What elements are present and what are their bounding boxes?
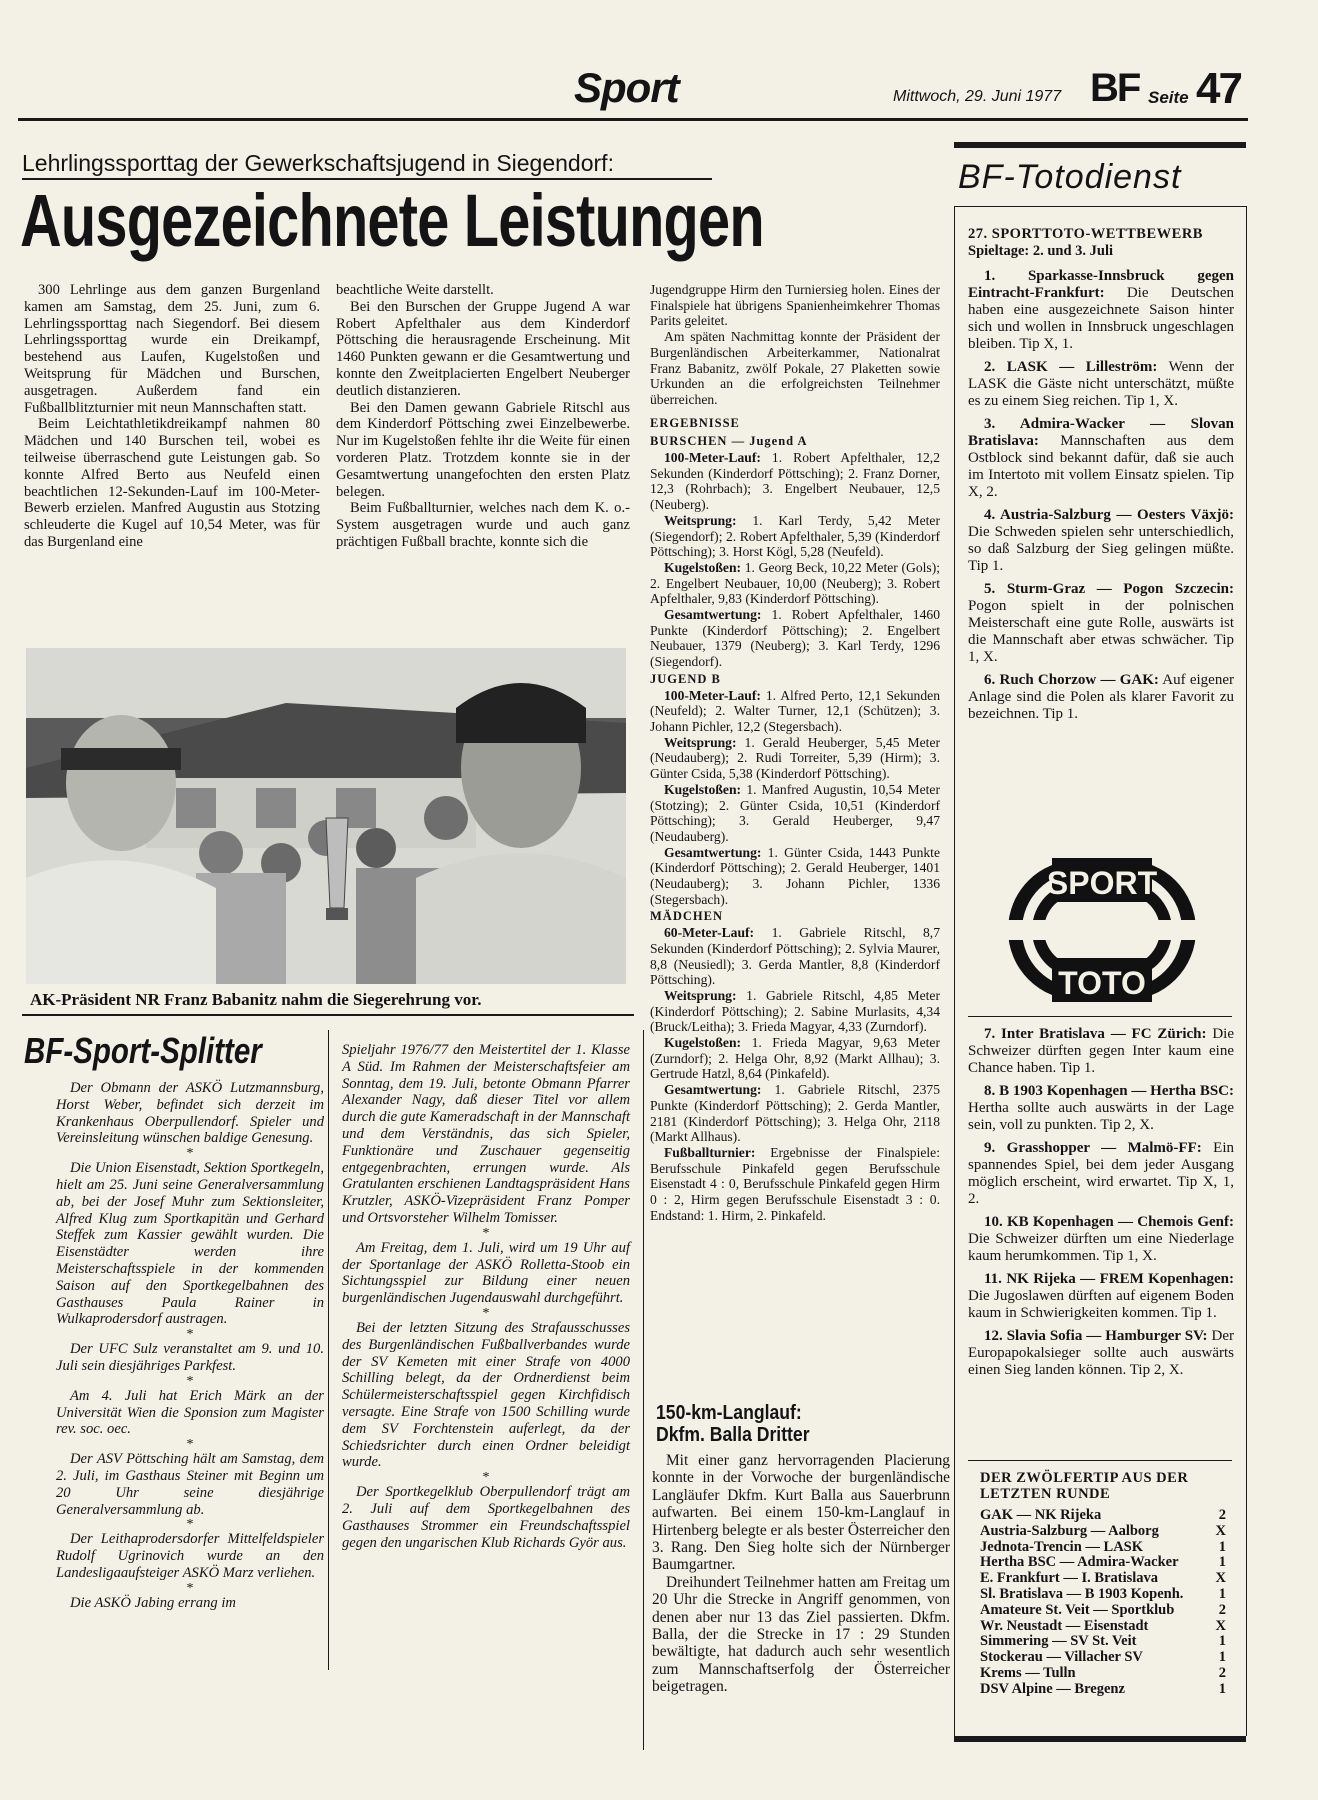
separator-star: * xyxy=(186,1580,194,1596)
zwoelfer-results xyxy=(980,1508,1226,1698)
separator-star: * xyxy=(186,1327,194,1343)
paragraph: Bei den Burschen der Gruppe Jugend A war Robert Apfelthaler aus dem Kinderdorf Pöttsching die herausragende Erscheinung. Mit 1460 Punkten gewann er die Gesamtwertung und konnte den Zweitplacierten Engelbert Neuberger deutlich distanzieren. xyxy=(336,298,630,399)
toto-match: 7. Inter Bratislava — FC Zürich: xyxy=(984,1026,1207,1042)
langlauf-body xyxy=(652,1452,950,1696)
result-discipline: Kugelstoßen: xyxy=(664,559,742,575)
toto-tip-text: Der Europapokalsieger sollte auch auswärts einen Sieg landen können. Tip 2, X. xyxy=(968,1328,1234,1378)
result-match: Wr. Neustadt — Eisenstadt xyxy=(980,1617,1149,1634)
result-tip: 2 xyxy=(1218,1601,1226,1618)
toto-tip xyxy=(968,1026,1234,1077)
separator-star: * xyxy=(186,1373,194,1389)
result-tip: 1 xyxy=(1218,1554,1226,1571)
result-row xyxy=(980,1634,1226,1650)
paragraph: Beim Fußballturnier, welches nach dem K. o.-System ausgetragen wurde und auch ganz prächtigen Fußball brachte, konnte sich die xyxy=(336,500,630,550)
toto-tip-text: Ein spannendes Spiel, bei dem jeder Ausgang möglich erscheint, wird erwartet. Tip X, 1, 2. xyxy=(968,1140,1234,1207)
toto-tip-text: Hertha sollte auch auswärts in der Lage sein, voll zu punkten. Tip 2, X. xyxy=(968,1100,1234,1133)
photo-illustration xyxy=(26,648,626,984)
paper-logo: BF xyxy=(1090,66,1140,110)
results-heading: ERGEBNISSE xyxy=(650,415,740,430)
result-text: 1. Gabriele Ritschl, 4,85 Meter (Kinderdorf Pöttsching); 2. Sabine Murlasits, 4,34 (Bruck/Leitha); 3. Frieda Magyar, 4,33 (Zurndorf). xyxy=(650,987,940,1035)
toto-frame-right xyxy=(1246,206,1247,1736)
paragraph: Mit einer ganz hervorragenden Placierung konnte in der Vorwoche der burgenländische Langläufer Dkfm. Kurt Balla aus Sauerbrunn aufwarten. Bei einem 150-km-Langlauf in Hirtenberg belegte er als bester Österreicher den 3. Rang. Den Sieg holte sich der Nürnberger Baumgartner. xyxy=(652,1452,950,1574)
results-group-heading: JUGEND B xyxy=(650,671,721,686)
column-divider xyxy=(643,1030,644,1750)
toto-tip xyxy=(968,1140,1234,1208)
toto-match: 9. Grasshopper — Malmö-FF: xyxy=(984,1140,1202,1156)
toto-tip-text: Die Jugoslawen dürften auf eigenem Boden kaum in Schwierigkeiten kommen. Tip 1. xyxy=(968,1288,1234,1321)
toto-tip xyxy=(968,268,1234,353)
result-entry xyxy=(650,925,940,988)
result-row xyxy=(980,1524,1226,1540)
logo-rule xyxy=(968,1016,1232,1017)
toto-tip-text: Wenn der LASK die Gäste nicht unterschätzt, müßte es zu einem Sieg reichen. Tip 1, X. xyxy=(968,359,1235,409)
result-entry xyxy=(650,1082,940,1145)
splitter-item: Am 4. Juli hat Erich Märk an der Universität Wien die Sponsion zum Magister rev. soc. oec. xyxy=(56,1387,324,1438)
result-tip: X xyxy=(1215,1570,1226,1587)
result-entry xyxy=(650,688,940,735)
toto-tips xyxy=(968,1026,1234,1379)
article-column-2 xyxy=(336,282,630,551)
result-row xyxy=(980,1508,1226,1524)
splitter-item: Der Leithaprodersdorfer Mittelfeldspieler Rudolf Ugrinovich wurde an den Landesligaaufsteiger ASKÖ Marz verliehen. xyxy=(56,1531,324,1581)
header-rule xyxy=(18,118,1248,121)
result-row xyxy=(980,1555,1226,1571)
page-number: 47 xyxy=(1196,64,1241,113)
result-tip: 1 xyxy=(1218,1538,1226,1555)
result-row xyxy=(980,1682,1226,1698)
result-entry xyxy=(650,607,940,670)
langlauf-headline xyxy=(656,1402,810,1446)
result-row xyxy=(980,1603,1226,1619)
toto-match: 6. Ruch Chorzow — GAK: xyxy=(984,672,1159,688)
result-text: 1. Robert Apfelthaler, 1460 Punkte (Kinderdorf Pöttsching); 2. Engelbert Neubauer, 1379 (Neuberg); 3. Karl Terdy, 1296 (Siegendorf). xyxy=(650,607,940,670)
result-match: DSV Alpine — Bregenz xyxy=(980,1680,1125,1697)
separator-star: * xyxy=(186,1437,194,1453)
result-entry xyxy=(650,513,940,560)
result-tip: X xyxy=(1215,1522,1226,1539)
result-discipline: Fußballturnier: xyxy=(664,1144,756,1160)
article-column-3 xyxy=(650,282,940,1223)
result-entry xyxy=(650,1145,940,1224)
result-row xyxy=(980,1650,1226,1666)
result-tip: X xyxy=(1215,1617,1226,1634)
paragraph: Jugendgruppe Hirm den Turniersieg holen. Eines der Finalspiele hat übrigens Spanienheimkehrer Thomas Parits geleitet. xyxy=(650,282,940,329)
results-list xyxy=(650,688,940,908)
langlauf-headline-1: 150-km-Langlauf: xyxy=(656,1402,802,1424)
toto-match: 12. Slavia Sofia — Hamburger SV: xyxy=(984,1328,1208,1344)
result-match: Stockerau — Villacher SV xyxy=(980,1649,1143,1666)
result-discipline: Kugelstoßen: xyxy=(664,1035,742,1051)
splitter-column-1 xyxy=(56,1080,324,1612)
zwoelfer-block xyxy=(980,1470,1226,1698)
separator-star: * xyxy=(186,1517,194,1533)
result-match: Krems — Tulln xyxy=(980,1664,1076,1681)
result-row xyxy=(980,1540,1226,1556)
toto-tip xyxy=(968,507,1234,575)
result-text: 1. Gabriele Ritschl, 2375 Punkte (Kinderdorf Pöttsching); 2. Gerda Mantler, 2181 (Kinderdorf Pöttsching); 3. Helga Ohr, 2118 (Markt Allhaus). xyxy=(650,1082,940,1145)
result-discipline: 60-Meter-Lauf: xyxy=(664,925,755,941)
toto-body-2 xyxy=(968,1026,1234,1385)
result-match: E. Frankfurt — I. Bratislava xyxy=(980,1570,1159,1587)
result-text: 1. Frieda Magyar, 9,63 Meter (Zurndorf); 2. Helga Ohr, 8,92 (Markt Allhau); 3. Gertrude Hatzl, 8,64 (Pinkafeld). xyxy=(650,1035,940,1082)
splitter-item: Der ASV Pöttsching hält am Samstag, dem 2. Juli, im Gasthaus Steiner mit Beginn um 20 Uhr seine diesjährige Generalversammlung ab. xyxy=(56,1451,324,1518)
result-tip: 1 xyxy=(1218,1649,1226,1666)
toto-match: 4. Austria-Salzburg — Oesters Växjö: xyxy=(984,507,1234,523)
result-text: 1. Georg Beck, 10,22 Meter (Gols); 2. Engelbert Neubauer, 10,00 (Neuberg); 3. Robert Apfelthaler, 9,83 (Kinderdorf Pöttsching). xyxy=(650,559,940,607)
splitter-column-2 xyxy=(342,1042,630,1551)
toto-body xyxy=(968,226,1234,729)
result-match: Simmering — SV St. Veit xyxy=(980,1633,1137,1650)
paragraph: beachtliche Weite darstellt. xyxy=(336,282,494,298)
paragraph: 300 Lehrlinge aus dem ganzen Burgenland kamen am Samstag, dem 25. Juni, zum 6. Lehrlingssporttag nach Siegendorf. Bei diesem Lehrlingssporttag wurde ein Dreikampf, bestehend aus Laufen, Kugelstoßen und Weitsprung für Mädchen und Burschen, ausgetragen. Außerdem fand ein Fußballblitzturnier mit neun Mannschaften statt. xyxy=(24,282,320,416)
toto-tip-text: Die Schweden spielen sehr unterschiedlich, so daß Salzburg der Sieg gelingen müßte. Tip 1. xyxy=(968,524,1234,574)
separator-star: * xyxy=(482,1470,490,1486)
toto-tip xyxy=(968,1271,1234,1322)
separator-star: * xyxy=(186,1146,194,1162)
article-column-1 xyxy=(24,282,320,551)
logo-text-bottom: TOTO xyxy=(1058,965,1146,1001)
result-discipline: Kugelstoßen: xyxy=(664,781,742,797)
result-text: 1. Günter Csida, 1443 Punkte (Kinderdorf Pöttsching); 2. Gerald Heuberger, 1401 (Neudauberg); 3. Johann Pichler, 1336 (Stegersbach). xyxy=(650,844,940,907)
result-text: 1. Alfred Perto, 12,1 Sekunden (Neufeld); 2. Walter Turner, 12,1 (Schützen); 3. Johann Pichler, 12,2 (Stegersbach). xyxy=(650,687,940,734)
article-headline: Ausgezeichnete Leistungen xyxy=(20,179,764,262)
result-match: Sl. Bratislava — B 1903 Kopenh. xyxy=(980,1585,1184,1602)
toto-intro: 27. SPORTTOTO-WETTBEWERB xyxy=(968,226,1203,242)
result-tip: 2 xyxy=(1218,1507,1226,1523)
toto-match: 2. LASK — Lilleström: xyxy=(984,359,1158,375)
issue-date: Mittwoch, 29. Juni 1977 xyxy=(893,88,1062,105)
separator-star: * xyxy=(482,1225,490,1241)
toto-dates: Spieltage: 2. und 3. Juli xyxy=(968,243,1114,259)
toto-match: 8. B 1903 Kopenhagen — Hertha BSC: xyxy=(984,1083,1234,1099)
toto-tip xyxy=(968,359,1234,410)
result-text: 1. Gabriele Ritschl, 8,7 Sekunden (Kinderdorf Pöttsching); 2. Sylvia Maurer, 8,8 (Neusiedl); 3. Gerda Mantler, 8,8 (Kinderdorf Pöttsching). xyxy=(650,925,940,988)
result-text: 1. Robert Apfelthaler, 12,2 Sekunden (Kinderdorf Pöttsching); 2. Franz Dorner, 12,3 (Rohrbach); 3. Engelbert Neubauer, 12,5 (Neuberg). xyxy=(650,450,940,513)
caption-rule xyxy=(22,1014,634,1016)
splitter-item: Der Obmann der ASKÖ Lutzmannsburg, Horst Weber, befindet sich derzeit im Krankenhaus Oberpullendorf. Spieler und Vereinsleitung wünschen baldige Genesung. xyxy=(56,1080,324,1147)
result-text: 1. Gerald Heuberger, 5,45 Meter (Neudauberg); 2. Rudi Torreiter, 5,39 (Hirm); 3. Günter Csida, 5,38 (Kinderdorf Pöttsching). xyxy=(650,734,940,782)
result-match: Jednota-Trencin — LASK xyxy=(980,1538,1144,1555)
result-row xyxy=(980,1666,1226,1682)
splitter-title: BF-Sport-Splitter xyxy=(24,1030,262,1071)
toto-top-rule xyxy=(954,142,1246,148)
zwoelfer-rule xyxy=(968,1460,1232,1461)
result-match: Hertha BSC — Admira-Wacker xyxy=(980,1554,1179,1571)
splitter-divider xyxy=(328,1030,329,1670)
result-discipline: 100-Meter-Lauf: xyxy=(664,450,761,466)
zwoelfer-title: DER ZWÖLFERTIP AUS DER LETZTEN RUNDE xyxy=(980,1470,1189,1502)
result-match: Austria-Salzburg — Aalborg xyxy=(980,1522,1159,1539)
result-tip: 2 xyxy=(1218,1664,1226,1681)
separator-star: * xyxy=(482,1305,490,1321)
results-group-heading: BURSCHEN — Jugend A xyxy=(650,434,808,449)
toto-tip xyxy=(968,1214,1234,1265)
toto-match: 11. NK Rijeka — FREM Kopenhagen: xyxy=(984,1271,1234,1287)
section-title: Sport xyxy=(574,64,679,111)
splitter-item: Spieljahr 1976/77 den Meistertitel der 1. Klasse A Süd. Im Rahmen der Meisterschaftsfeier am Sonntag, dem 19. Juli, betonte Obmann Pfarrer Alexander Nagy, daß dieser Titel vor allem durch die gute Kameradschaft in der Mannschaft und dem Verständnis, das sich Spieler, Funktionäre und Zuschauer gegenseitig entgegenbrachten, errungen wurde. Als Gratulanten erschienen Landtagspräsident Hans Krutzler, ASKÖ-Vizepräsident Franz Pomper und Ortsvorsteher Wilhelm Tomisser. xyxy=(342,1042,630,1226)
toto-frame-left xyxy=(954,206,955,1736)
result-entry xyxy=(650,560,940,607)
result-entry xyxy=(650,988,940,1035)
toto-bottom-rule xyxy=(954,1736,1246,1742)
toto-match: 3. Admira-Wacker — Slovan Bratislava: xyxy=(968,416,1234,449)
toto-tip-text: Pogon spielt in der polnischen Meisterschaft eine gute Rolle, auswärts ist die Mannschaft aber etwas schwächer. Tip 1, X. xyxy=(968,598,1234,665)
toto-tip-text: Auf eigener Anlage sind die Polen als klarer Favorit zu bezeichnen. Tip 1. xyxy=(968,672,1234,722)
toto-match: 1. Sparkasse-Innsbruck gegen Eintracht-Frankfurt: xyxy=(968,268,1234,301)
splitter-item: Bei der letzten Sitzung des Strafausschusses des Burgenländischen Fußballverbandes wurde der SV Kemeten mit einer Strafe von 4000 Schilling belegt, da der Ordnerdienst beim Schülermeisterschaftsspiel gegen Kirchfidisch versagte. Eine Strafe von 1500 Schilling wurde dem SV Forchtenstein auferlegt, da der Schiedsrichter durch einen Ordner beleidigt wurde. xyxy=(342,1319,630,1471)
result-match: GAK — NK Rijeka xyxy=(980,1507,1102,1523)
paragraph: Bei den Damen gewann Gabriele Ritschl aus dem Kinderdorf Pöttsching zwei Einzelbewerbe. Nur im Kugelstoßen fehlte ihr die Weite für einen vorderen Platz. Trotzdem konnte sie in der Gesamtwertung unangefochten den ersten Platz belegen. xyxy=(336,399,630,500)
result-discipline: Weitsprung: xyxy=(664,987,737,1003)
result-discipline: Weitsprung: xyxy=(664,734,737,750)
result-entry xyxy=(650,450,940,513)
toto-tip-text: Die Schweizer dürften um eine Niederlage kaum herumkommen. Tip 1, X. xyxy=(968,1231,1234,1264)
results-list xyxy=(650,925,940,1223)
toto-tip-text: Die Schweizer dürften gegen Inter kaum eine Chance haben. Tip 1. xyxy=(968,1026,1234,1076)
photo-caption: AK-Präsident NR Franz Babanitz nahm die Siegerehrung vor. xyxy=(30,990,482,1009)
result-discipline: Weitsprung: xyxy=(664,512,737,528)
result-row xyxy=(980,1587,1226,1603)
result-discipline: Gesamtwertung: xyxy=(664,607,762,623)
splitter-item: Der Sportkegelklub Oberpullendorf trägt am 2. Juli auf dem Sportkegelbahnen des Gasthauses Strommer ein Freundschaftsspiel gegen den ungarischen Klub Richards Györ aus. xyxy=(342,1484,630,1551)
toto-tip-text: Mannschaften aus dem Ostblock sind bekannt dafür, daß sie auch im Intertoto mit vollem Einsatz spielen. Tip X, 2. xyxy=(968,433,1234,500)
result-entry xyxy=(650,782,940,845)
toto-tip xyxy=(968,672,1234,723)
results-list xyxy=(650,450,940,670)
toto-title: BF-Totodienst xyxy=(958,158,1182,196)
toto-tips xyxy=(968,268,1234,723)
toto-frame-top xyxy=(954,206,1246,207)
result-tip: 1 xyxy=(1218,1680,1226,1697)
article-kicker: Lehrlingssporttag der Gewerkschaftsjugend in Siegendorf: xyxy=(22,150,614,176)
splitter-item: Die Union Eisenstadt, Sektion Sportkegeln, hielt am 25. Juni seine Generalversammlung ab, bei der Josef Muhr zum Sektionsleiter, Alfred Klug zum Sportkapitän und Gerhard Steffek zum Kassier gewählt wurden. Die Eisenstädter werden ihre Meisterschaftsspiele in der kommenden Saison auf den Sportkegelbahnen des Gasthauses Paula Rainer in Wulkaprodersdorf austragen. xyxy=(56,1160,324,1328)
result-entry xyxy=(650,1035,940,1082)
result-row xyxy=(980,1619,1226,1635)
result-text: 1. Karl Terdy, 5,42 Meter (Siegendorf); 2. Robert Apfelthaler, 5,39 (Kinderdorf Pöttsching); 3. Horst Kögl, 5,28 (Neufeld). xyxy=(650,512,940,560)
result-text: 1. Manfred Augustin, 10,54 Meter (Stotzing); 2. Günter Csida, 10,51 (Kinderdorf Pöttsching); 3. Gerald Heuberger, 9,47 (Neudauberg). xyxy=(650,781,940,844)
splitter-item: Die ASKÖ Jabing errang im xyxy=(70,1594,236,1611)
result-text: Ergebnisse der Finalspiele: Berufsschule Pinkafeld gegen Berufsschule Eisenstadt 4 : 0, Berufsschule Pinkafeld gegen Hirm 0 : 2, Hirm gegen Berufsschule Eisenstadt 3 : 0. Endstand: 1. Hirm, 2. Pinkafeld. xyxy=(650,1144,940,1223)
result-tip: 1 xyxy=(1218,1585,1226,1602)
result-discipline: Gesamtwertung: xyxy=(664,1082,762,1098)
toto-match: 5. Sturm-Graz — Pogon Szczecin: xyxy=(984,581,1234,597)
result-discipline: Gesamtwertung: xyxy=(664,844,762,860)
toto-tip xyxy=(968,581,1234,666)
paragraph: Dreihundert Teilnehmer hatten am Freitag um 20 Uhr die Strecke in Angriff genommen, von denen aber nur 13 das Ziel passierten. Dkfm. Balla, der die Strecke in 17 : 29 Stunden bewältigte, hat dadurch auch sehr wesentlich zum Mannschaftserfolg der Österreicher beigetragen. xyxy=(652,1573,950,1696)
toto-tip-text: Die Deutschen haben eine ausgezeichnete Saison hinter sich und wollen in Innsbruck ungeschlagen bleiben. Tip X, 1. xyxy=(968,285,1234,352)
news-photo xyxy=(26,648,626,984)
langlauf-headline-2: Dkfm. Balla Dritter xyxy=(656,1424,810,1446)
result-entry xyxy=(650,845,940,908)
splitter-item: Der UFC Sulz veranstaltet am 9. und 10. Juli sein diesjähriges Parkfest. xyxy=(56,1341,324,1374)
toto-tip xyxy=(968,1328,1234,1379)
toto-match: 10. KB Kopenhagen — Chemois Genf: xyxy=(984,1214,1234,1230)
logo-text-top: SPORT xyxy=(1046,865,1158,901)
toto-tip xyxy=(968,1083,1234,1134)
result-tip: 1 xyxy=(1218,1633,1226,1650)
sport-toto-logo xyxy=(1004,856,1200,1004)
result-match: Amateure St. Veit — Sportklub xyxy=(980,1601,1175,1618)
paragraph: Am späten Nachmittag konnte der Präsident der Burgenländischen Arbeiterkammer, Nationalrat Franz Babanitz, zwölf Pokale, 27 Plaketten sowie Urkunden an die erfolgreichsten Teilnehmer überreichen. xyxy=(650,329,940,407)
result-discipline: 100-Meter-Lauf: xyxy=(664,687,761,703)
page-label: Seite xyxy=(1148,88,1189,107)
result-entry xyxy=(650,735,940,782)
paragraph: Beim Leichtathletikdreikampf nahmen 80 Mädchen und 140 Burschen teil, wobei es teilweise überraschend gute Leistungen gab. So konnte Alfred Berto aus Neufeld einen beachtlichen 12-Sekunden-Lauf im 100-Meter-Bewerb erzielen. Manfred Augustin aus Stotzing schleuderte die Kugel auf 10,54 Meter, was für das Burgenland eine xyxy=(24,416,320,550)
splitter-item: Am Freitag, dem 1. Juli, wird um 19 Uhr auf der Sportanlage der ASKÖ Rolletta-Stoob ein Sichtungsspiel zur Bildung einer neuen burgenländischen Jugendauswahl durchgeführt. xyxy=(342,1239,630,1307)
results-group-heading: MÄDCHEN xyxy=(650,909,723,924)
result-row xyxy=(980,1571,1226,1587)
toto-tip xyxy=(968,416,1234,501)
